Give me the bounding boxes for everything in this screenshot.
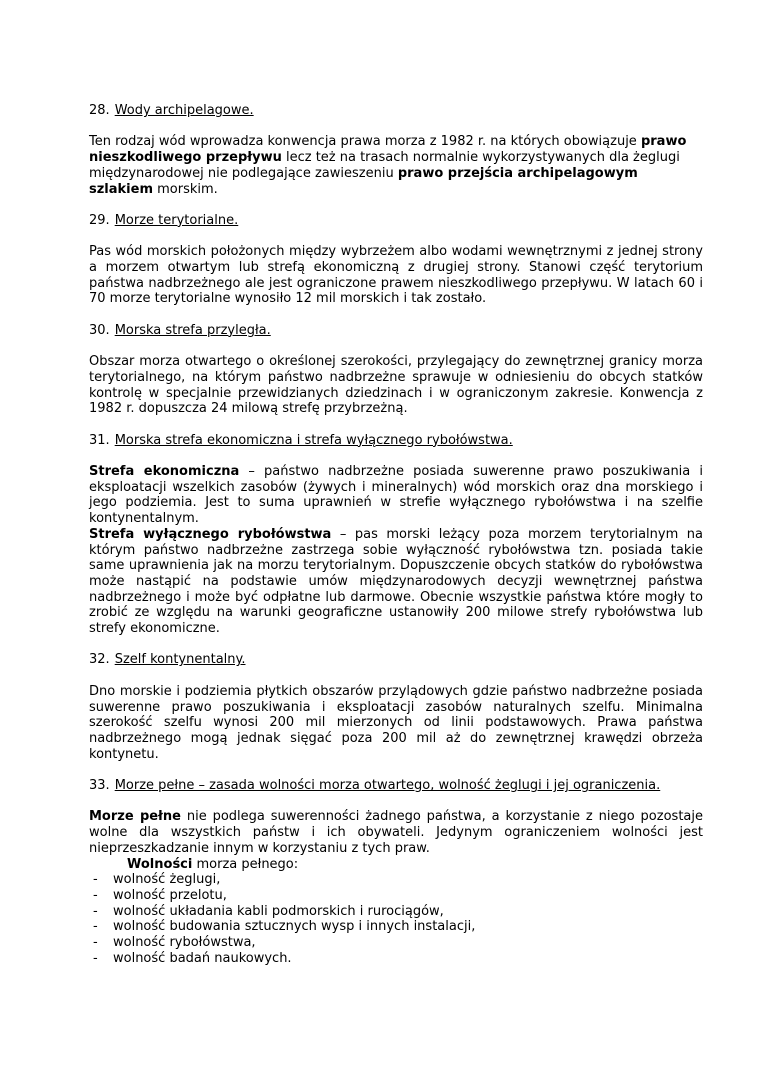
section-30 <box>89 323 703 417</box>
text-run: Obszar morza otwartego o określonej szerokości, przylegający do zewnętrznej granicy morza terytorialnego, na którym państwo nadbrzeżne sprawuje w odniesieniu do obcych statków kontrolę w specjalnie przewidzianych dziedzinach i w ograniczonym zakresie. Konwencja z 1982 r. dopuszcza 24 milową strefę przybrzeżną. <box>89 354 703 417</box>
text-run: nie podlega suwerenności żadnego państwa, a korzystanie z niego pozostaje wolne dla wszystkich państw i ich obywateli. Jedynym ograniczeniem wolności jest nieprzeszkadzanie innym w korzystaniu z tych praw. <box>89 809 703 856</box>
list-marker: - <box>93 935 98 951</box>
section-number: 28. <box>89 103 110 118</box>
section-title: Morska strefa ekonomiczna i strefa wyłącznego rybołówstwa. <box>114 432 513 448</box>
paragraph <box>89 527 703 637</box>
text-run: prawo przejścia archipelagowym szlakiem <box>89 165 638 197</box>
document-body <box>89 103 703 967</box>
list-item <box>89 888 703 904</box>
list-marker: - <box>93 919 98 935</box>
section-title: Morze pełne – zasada wolności morza otwartego, wolność żeglugi i jej ograniczenia. <box>114 778 661 794</box>
text-run: – pas morski leżący poza morzem terytorialnym na którym państwo nadbrzeżne zastrzega sobie wyłączność rybołówstwa tzn. posiada takie same uprawnienia jak na morzu terytorialnym. Dopuszczenie obcych statków do rybołówstwa może nastąpić na podstawie umów międzynarodowych decyzji wewnętrznej państwa nadbrzeżnego i może być odpłatne lub darmowe. Obecnie wszystkie państwa które mogły to zrobić ze względu na warunki geograficzne ustanowiły 200 milowe strefy rybołówstwa lub strefy ekonomiczne. <box>89 526 703 637</box>
section-heading <box>89 433 703 449</box>
list-item <box>89 919 703 935</box>
freedoms-list <box>89 872 703 966</box>
list-marker: - <box>93 950 98 966</box>
section-heading <box>89 213 703 229</box>
section-number: 32. <box>89 652 110 668</box>
list-item-text: wolność żeglugi, <box>113 872 221 888</box>
list-marker: - <box>93 872 98 888</box>
paragraph <box>89 684 703 763</box>
text-run: Dno morskie i podziemia płytkich obszarów przylądowych gdzie państwo nadbrzeżne posiada suwerenne prawo poszukiwania i eksploatacji zasobów naturalnych szelfu. Minimalna szerokość szelfu wynosi 200 mil mierzonych od linii podstawowych. Prawa państwa nadbrzeżnego mogą jednak sięgać poza 200 mil aż do zewnętrznej krawędzi obrzeża kontynetu. <box>89 683 703 762</box>
section-33 <box>89 778 703 966</box>
text-run: prawo nieszkodliwego przepływu <box>89 134 687 166</box>
list-item-text: wolność układania kabli podmorskich i rurociągów, <box>113 903 444 919</box>
list-item-text: wolność przelotu, <box>113 887 227 903</box>
list-item-text: wolność badań naukowych. <box>113 950 292 966</box>
section-number: 31. <box>89 432 110 448</box>
paragraph <box>89 464 703 527</box>
list-marker: - <box>93 903 98 919</box>
section-number: 30. <box>89 322 110 338</box>
section-title: Szelf kontynentalny. <box>114 652 246 668</box>
list-item-text: wolność budowania sztucznych wysp i innych instalacji, <box>113 919 476 935</box>
paragraph <box>89 244 703 307</box>
text-run: – państwo nadbrzeżne posiada suwerenne prawo poszukiwania i eksploatacji wszelkich zasobów (żywych i mineralnych) wód morskich oraz dna morskiego i jego podziemia. Jest to suma uprawnień w strefie wyłącznego rybołówstwa i na szelfie kontynentalnym. <box>89 464 704 527</box>
section-heading <box>89 103 703 119</box>
section-title: Morze terytorialne. <box>114 212 239 228</box>
text-run: Strefa wyłącznego rybołówstwa <box>89 526 332 542</box>
paragraph <box>89 134 703 197</box>
section-number: 29. <box>89 212 110 228</box>
text-run: Ten rodzaj wód wprowadza konwencja prawa morza z 1982 r. na których obowiązuje <box>89 134 641 150</box>
section-32 <box>89 652 703 762</box>
list-item <box>89 935 703 951</box>
section-title: Wody archipelagowe. <box>114 103 254 118</box>
section-heading <box>89 652 703 668</box>
text-run: morza pełnego: <box>192 856 299 872</box>
section-28 <box>89 103 703 197</box>
section-31 <box>89 433 703 637</box>
section-heading <box>89 323 703 339</box>
section-heading <box>89 778 703 794</box>
section-29 <box>89 213 703 307</box>
text-run: Pas wód morskich położonych między wybrzeżem albo wodami wewnętrznymi z jednej strony a morzem otwartym lub strefą ekonomiczną z drugiej strony. Stanowi część terytorium państwa nadbrzeżnego ale jest ograniczone prawem nieszkodliwego przepływu. W latach 60 i 70 morze terytorialne wynosiło 12 mil morskich i tak zostało. <box>89 244 703 307</box>
text-run: Wolności <box>127 856 193 872</box>
list-item-text: wolność rybołówstwa, <box>113 935 256 951</box>
text-run: Strefa ekonomiczna <box>89 464 240 480</box>
section-number: 33. <box>89 778 110 794</box>
text-run: lecz też na trasach normalnie wykorzystywanych dla żeglugi międzynarodowej nie podlegające zawieszeniu <box>89 150 680 181</box>
text-run: morskim. <box>153 181 218 197</box>
paragraph <box>89 809 703 856</box>
section-title: Morska strefa przyległa. <box>114 322 271 338</box>
paragraph <box>89 354 703 417</box>
list-item <box>89 951 703 967</box>
text-run: Morze pełne <box>89 809 181 825</box>
paragraph <box>89 857 703 873</box>
list-item <box>89 872 703 888</box>
list-item <box>89 904 703 920</box>
list-marker: - <box>93 887 98 903</box>
